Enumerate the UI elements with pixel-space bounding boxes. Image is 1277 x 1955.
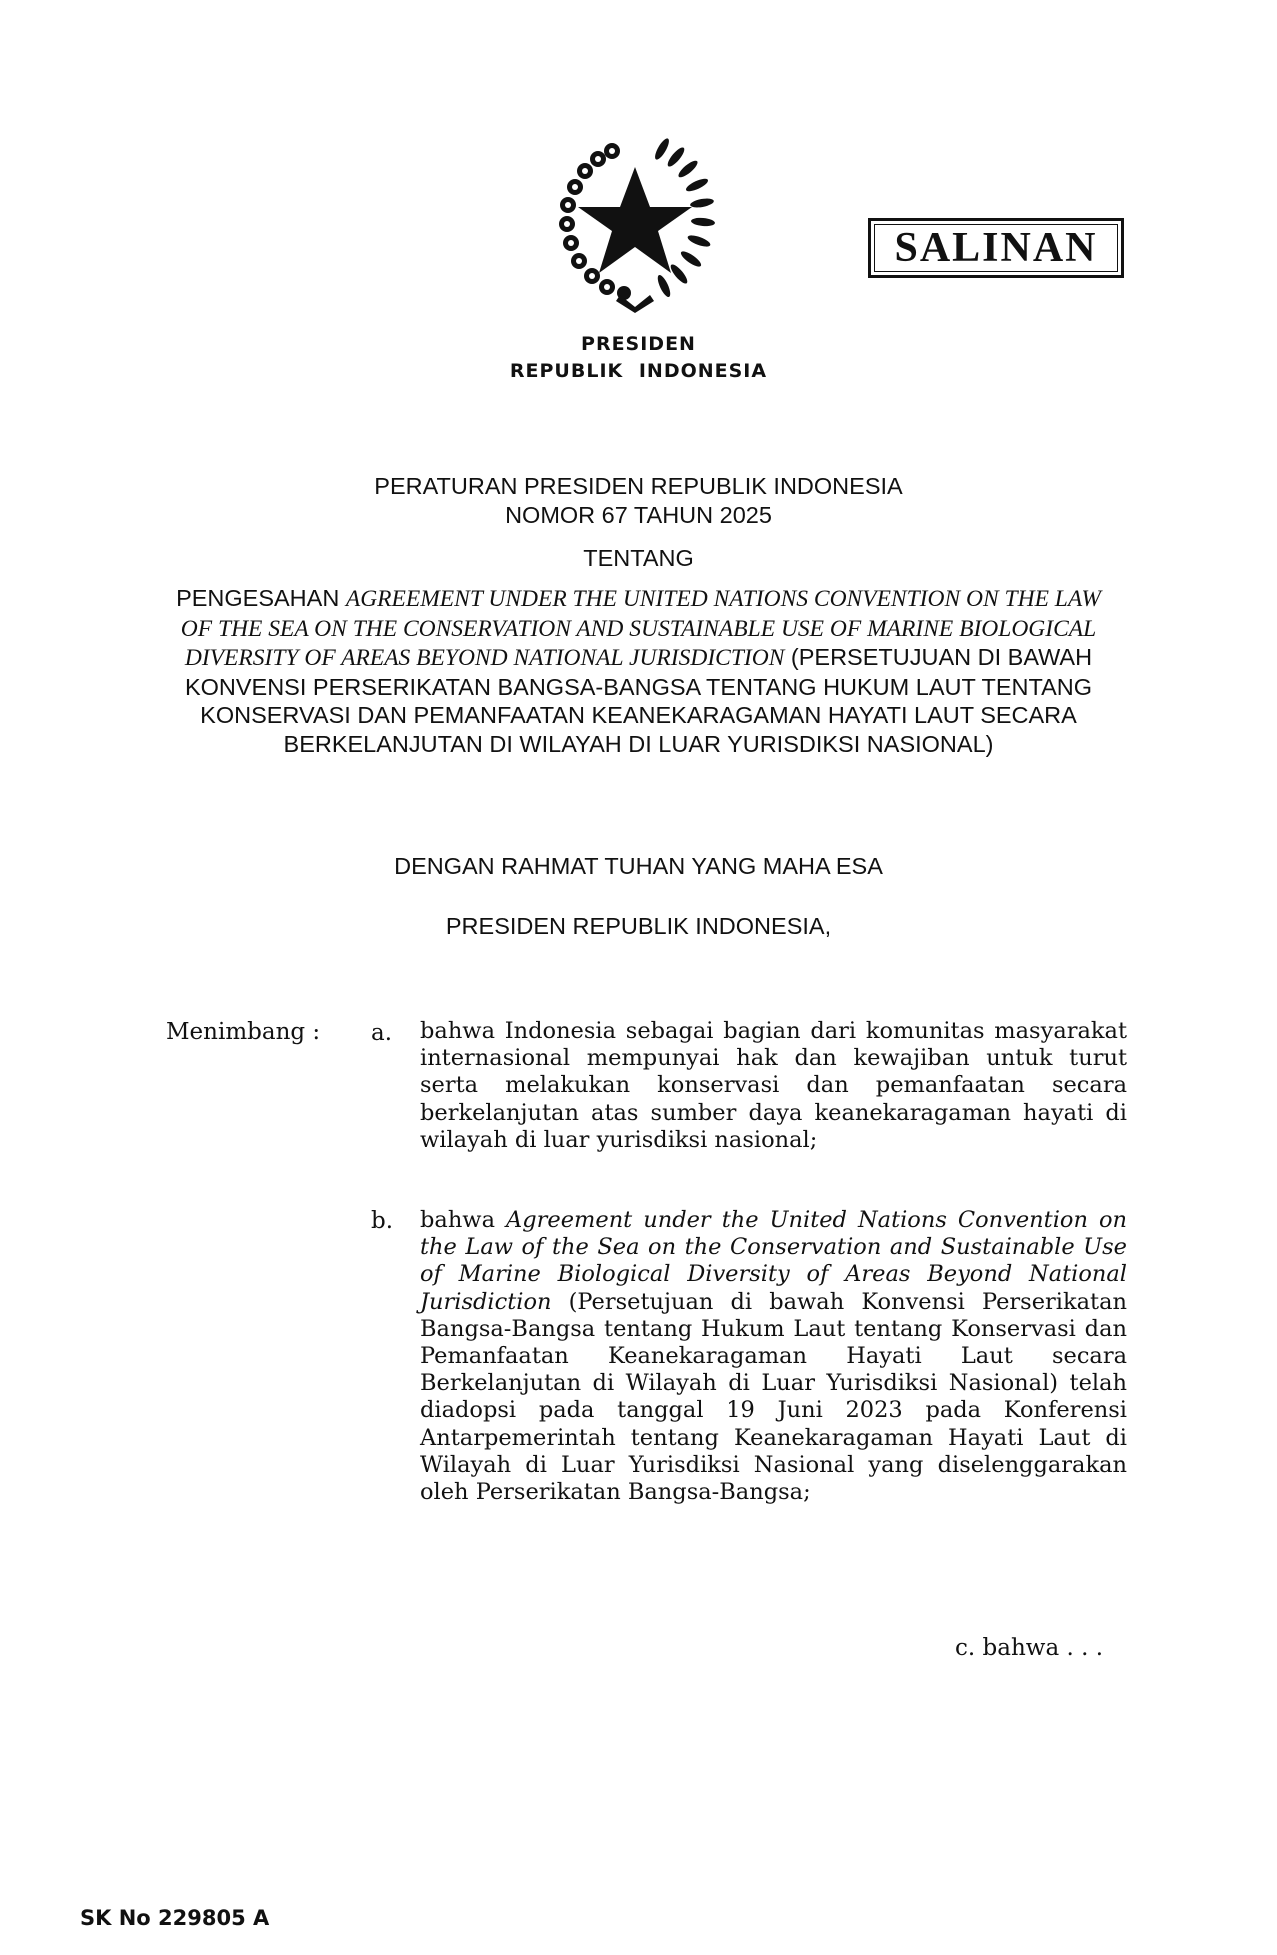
presiden-line: PRESIDEN REPUBLIK INDONESIA, bbox=[445, 913, 832, 939]
item-b-label: b. bbox=[371, 1208, 394, 1234]
presiden-label: PRESIDEN bbox=[581, 333, 696, 355]
item-b-text: bahwa Agreement under the United Nations Convention on the Law of the Sea on the Conservation and Sustainable Use of Marine Biological Diversity of Areas Beyond National Jurisdiction (Persetujuan di bawah Konvensi Perserikatan Bangsa-Bangsa tentang Hukum Laut tentang Konservasi dan Pemanfaatan Keanekaragaman Hayati Laut secara Berkelanjutan di Wilayah di Luar Yurisdiksi Nasional) telah diadopsi pada tanggal 19 Juni 2023 pada Konferensi Antarpemerintah tentang Keanekaragaman Hayati Laut di Wilayah di Luar Yurisdiksi Nasional yang diselenggarakan oleh Perserikatan Bangsa-Bangsa; bbox=[420, 1207, 1127, 1506]
tentang-heading: TENTANG bbox=[583, 545, 694, 571]
rahmat-line: DENGAN RAHMAT TUHAN YANG MAHA ESA bbox=[394, 853, 883, 879]
menimbang-label: Menimbang : bbox=[166, 1019, 321, 1045]
garuda-star-wreath-emblem-icon bbox=[542, 135, 728, 315]
continuation-marker: c. bahwa . . . bbox=[955, 1635, 1104, 1661]
item-a-text: bahwa Indonesia sebagai bagian dari komunitas masyarakat internasional mempunyai hak dan kewajiban untuk turut serta melakukan konservasi dan pemanfaatan secara berkelanjutan atas sumber daya keanekaragaman hayati di wilayah di luar yurisdiksi nasional; bbox=[420, 1018, 1127, 1153]
regulation-title: PERATURAN PRESIDEN REPUBLIK INDONESIA NOMOR 67 TAHUN 2025 bbox=[374, 473, 903, 528]
regulation-subject: PENGESAHAN AGREEMENT UNDER THE UNITED NATIONS CONVENTION ON THE LAW OF THE SEA ON THE CONSERVATION AND SUSTAINABLE USE OF MARINE BIOLOGICAL DIVERSITY OF AREAS BEYOND NATIONAL JURISDICTION (PERSETUJUAN DI BAWAH KONVENSI PERSERIKATAN BANGSA-BANGSA TENTANG HUKUM LAUT TENTANG KONSERVASI DAN PEMANFAATAN KEANEKARAGAMAN HAYATI LAUT SECARA BERKELANJUTAN DI WILAYAH DI LUAR YURISDIKSI NASIONAL) bbox=[176, 585, 1101, 757]
salinan-stamp: SALINAN bbox=[868, 218, 1124, 278]
sk-number: SK No 229805 A bbox=[80, 1906, 270, 1930]
item-a-label: a. bbox=[371, 1020, 393, 1046]
republik-indonesia-label: REPUBLIK INDONESIA bbox=[509, 360, 768, 382]
